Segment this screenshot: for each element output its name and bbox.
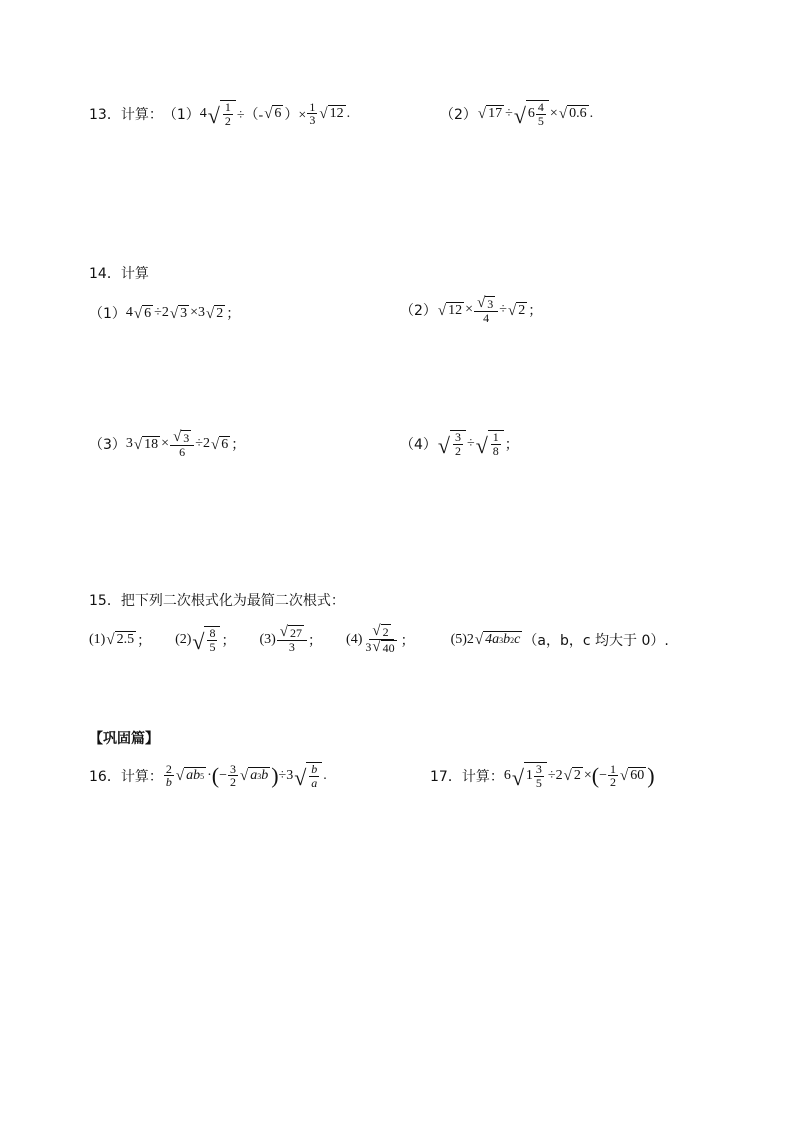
q13-part2-label: （2） [440,106,477,123]
q17-label: 17．计算： [430,768,504,785]
q14-title: 14．计算 [89,266,149,282]
q14-part2-label: （2） [400,303,437,320]
q14-part3-label: （3） [89,437,126,454]
q15-item3: (3) √ 27 3 ； [259,624,323,655]
q14-part1-label: （1） [89,306,126,322]
q14-part1 [89,303,240,323]
q14-part3-expr: 3 √ 18 × √ 3 6 ÷2 √ 6 ； [125,429,246,459]
q13-part1-label: （1） [162,106,200,123]
q13-line [89,100,350,127]
q14-part4-label: （4） [400,436,437,453]
q14-part2-expr: √ 12 × √ 3 4 ÷ √ 2 ； [437,295,543,325]
q17-line [430,762,655,789]
q15-title: 15．把下列二次根式化为最简二次根式： [89,593,345,609]
q13-part2-expr: √ 17 ÷ √ 6 $\frac{4}{5}$ × √ 0.6 . [477,100,594,129]
q17-expr: 6 √ 1 $\frac{3}{5}$ ÷2 √ 2 × ( − $\frac{1}{2}$ √ 60 ) [503,761,655,791]
q13-label: 13．计算： [89,106,163,123]
q15-items [89,624,669,655]
q14-part4-expr: √ $\frac{3}{2}$ ÷ √ $\frac{1}{8}$ ； [437,430,519,459]
q15-item4: (4) √ 2 3 √ 40 ； [346,623,415,655]
q16-expr: $\frac{2}{b}$ √ ab 5 · ( − $\frac{3}{2}$ √ a 3 b ) ÷3 √ $\frac{b}{a}$ . [165,761,327,791]
q16-label: 16．计算： [89,768,163,785]
section-label: 【巩固篇】 [89,731,159,747]
q13-part2-line [440,100,593,127]
section-consolidation [89,728,159,748]
q13-part1-expr: 4 √ $\frac{1}{2}$ ÷（- √ 6 ）× $\frac{1}{3}$ √ 12 . [199,99,351,129]
q15-condition: （a，b，c 均大于 0）. [523,632,669,649]
q15-item5: (5)2 √ 4a 3 b 2 c [450,631,521,648]
q16-line [89,762,327,789]
q14-part4 [400,430,519,457]
q14-part2 [400,296,542,325]
q14-part1-expr: 4 √ 6 ÷2 √ 3 ×3 √ 2 ； [125,305,241,322]
q14-part3 [89,430,245,459]
q15-item2: (2) √ $\frac{8}{5}$ ； [175,625,236,655]
q15-item1: (1) √ 2.5 ； [89,631,152,649]
